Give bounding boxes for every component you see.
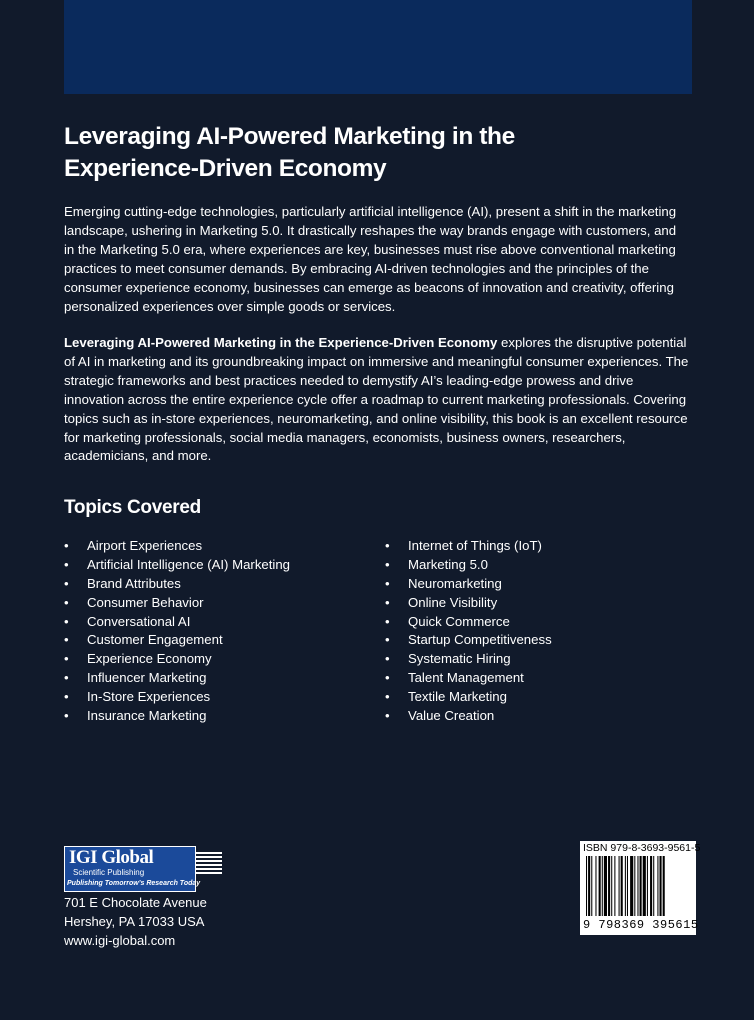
bullet-icon: •: [64, 670, 69, 686]
barcode-bar: [650, 856, 652, 916]
description-book-title: Leveraging AI-Powered Marketing in the Experience-Driven Economy: [64, 335, 498, 350]
barcode-bar: [604, 856, 607, 916]
barcode-bar: [653, 856, 654, 916]
topic-label: Customer Engagement: [87, 632, 223, 648]
topic-item: [64, 594, 290, 613]
barcode-bar: [608, 856, 610, 916]
book-title-line2: Experience-Driven Economy: [64, 155, 387, 182]
barcode-bar: [586, 856, 587, 916]
bullet-icon: •: [64, 575, 69, 591]
publisher-logo-name: IGI Global: [69, 847, 154, 868]
topic-label: Conversational AI: [87, 613, 191, 629]
topic-item: [385, 556, 552, 575]
barcode-bar: [637, 856, 638, 916]
description-paragraph-1: Emerging cutting-edge technologies, particularly artificial intelligence (AI), present a shift in the marketing landscape, ushering in Marketing 5.0. It drastically reshapes the way brands engage with customers, and in the Marketing 5.0 era, where experiences are key, businesses must rise above conventional marketing practices to meet consumer demands. By embracing AI-driven technologies and the principles of the consumer experience economy, businesses can emerge as beacons of innovation and creativity, offering personalized experiences over simple goods or services.: [64, 204, 677, 314]
barcode-bar: [614, 856, 615, 916]
topic-label: Consumer Behavior: [87, 594, 204, 610]
top-banner: [64, 0, 692, 94]
book-title-line1: Leveraging AI-Powered Marketing in the: [64, 123, 515, 150]
topics-list-left: [64, 537, 290, 726]
topic-label: Marketing 5.0: [408, 556, 488, 572]
topic-item: [385, 650, 552, 669]
barcode-bar: [643, 856, 646, 916]
barcode-bar: [599, 856, 601, 916]
address-line-1: 701 E Chocolate Avenue: [64, 895, 207, 910]
topics-list-right: [385, 537, 552, 726]
barcode-bar: [657, 856, 658, 916]
topic-label: Insurance Marketing: [87, 708, 207, 724]
barcode-bar: [640, 856, 642, 916]
bullet-icon: •: [64, 708, 69, 724]
topic-label: Brand Attributes: [87, 575, 181, 591]
bullet-icon: •: [64, 594, 69, 610]
publisher-logo-subtitle: Scientific Publishing: [73, 868, 145, 877]
topic-label: Quick Commerce: [408, 613, 510, 629]
bullet-icon: •: [385, 575, 390, 591]
topic-label: Systematic Hiring: [408, 651, 511, 667]
topic-item: [385, 575, 552, 594]
barcode-bar: [660, 856, 662, 916]
barcode-bar: [647, 856, 648, 916]
isbn-barcode: [580, 841, 701, 935]
topic-item: [385, 631, 552, 650]
barcode-bar: [630, 856, 633, 916]
bullet-icon: •: [385, 708, 390, 724]
bullet-icon: •: [385, 670, 390, 686]
isbn-label: ISBN 979-8-3693-9561-5: [583, 842, 701, 854]
barcode-digits: 9 798369 395615: [583, 918, 699, 932]
barcode-bar: [588, 856, 590, 916]
topic-label: Online Visibility: [408, 594, 498, 610]
barcode-bar: [595, 856, 596, 916]
barcode-bar: [663, 856, 665, 916]
description-paragraph-2-text: explores the disruptive potential of AI in marketing and its groundbreaking impact on immersive and meaningful consumer experiences. The strategic frameworks and best practices needed to demystify AI’s leading-edge prowess and drive innovation across the entire experience cycle offer a roadmap to current marketing professionals. Covering topics such as in-store experiences, neuromarketing, and online visibility, this book is an excellent resource for marketing professionals, social media managers, economists, business owners, researchers, academicians, and more.: [64, 335, 689, 464]
topic-item: [64, 707, 290, 726]
publisher-logo: [64, 846, 224, 894]
publisher-logo-box: [64, 846, 201, 892]
topic-item: [64, 650, 290, 669]
topic-item: [385, 594, 552, 613]
topic-label: Startup Competitiveness: [408, 632, 552, 648]
topic-label: Experience Economy: [87, 651, 212, 667]
bullet-icon: •: [64, 613, 69, 629]
bullet-icon: •: [385, 538, 390, 553]
description-paragraph-2: [64, 334, 690, 466]
barcode-bar: [619, 856, 620, 916]
topic-item: [64, 669, 290, 688]
topic-label: Talent Management: [408, 670, 524, 686]
bullet-icon: •: [385, 651, 390, 667]
topic-label: In-Store Experiences: [87, 689, 211, 705]
barcode-bar: [602, 856, 603, 916]
publisher-logo-tagline: Publishing Tomorrow’s Research Today: [67, 880, 201, 887]
barcode-icon: [580, 856, 696, 920]
barcode-bar: [621, 856, 623, 916]
barcode-bar: [611, 856, 612, 916]
topic-item: [385, 669, 552, 688]
publisher-website[interactable]: www.igi-global.com: [64, 933, 176, 948]
barcode-bar: [634, 856, 635, 916]
topic-label: Airport Experiences: [87, 538, 203, 553]
bullet-icon: •: [385, 613, 390, 629]
topic-label: Textile Marketing: [408, 689, 507, 705]
bullet-icon: •: [64, 651, 69, 667]
topic-item: [385, 537, 552, 556]
topic-label: Internet of Things (IoT): [408, 538, 542, 553]
bullet-icon: •: [64, 632, 69, 648]
bullet-icon: •: [385, 556, 390, 572]
topic-label: Value Creation: [408, 708, 495, 724]
topics-heading: Topics Covered: [64, 497, 201, 518]
topic-item: [385, 707, 552, 726]
bullet-icon: •: [64, 689, 69, 705]
topic-item: [64, 688, 290, 707]
barcode-bar: [591, 856, 592, 916]
topic-item: [64, 631, 290, 650]
bullet-icon: •: [385, 632, 390, 648]
bullet-icon: •: [385, 689, 390, 705]
barcode-bar: [625, 856, 626, 916]
book-title: [64, 121, 684, 185]
address-line-2: Hershey, PA 17033 USA: [64, 914, 205, 929]
bullet-icon: •: [64, 556, 69, 572]
bullet-icon: •: [385, 594, 390, 610]
topic-label: Neuromarketing: [408, 575, 502, 591]
logo-stripes-icon: [196, 852, 222, 878]
topic-item: [385, 688, 552, 707]
topic-label: Artificial Intelligence (AI) Marketing: [87, 556, 291, 572]
publisher-address: [64, 893, 207, 950]
barcode-bar: [627, 856, 628, 916]
topic-item: [385, 613, 552, 632]
topic-item: [64, 613, 290, 632]
topic-item: [64, 537, 290, 556]
topic-item: [64, 556, 290, 575]
topic-item: [64, 575, 290, 594]
topic-label: Influencer Marketing: [87, 670, 207, 686]
bullet-icon: •: [64, 538, 69, 553]
